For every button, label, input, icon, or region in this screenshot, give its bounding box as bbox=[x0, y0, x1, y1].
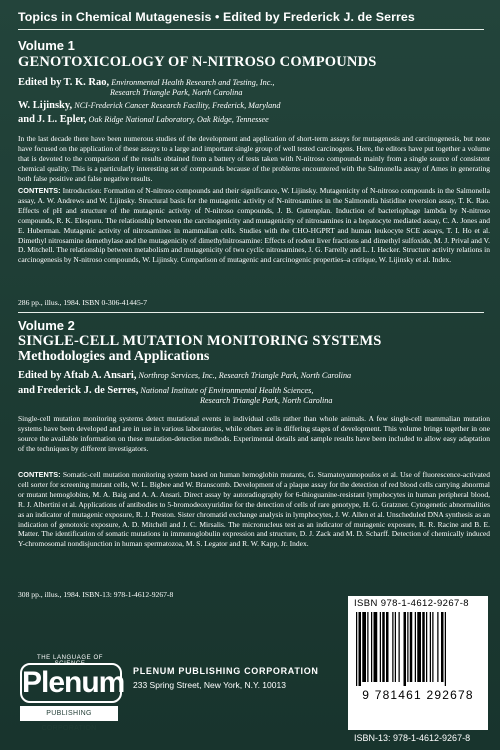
barcode-bar bbox=[395, 612, 396, 682]
editor-prefix: and bbox=[18, 114, 35, 125]
publisher-name: PLENUM PUBLISHING CORPORATION bbox=[133, 666, 319, 676]
editor-affiliation: NCI-Frederick Cancer Research Facility, Frederick, Maryland bbox=[74, 101, 281, 110]
volume1-editor2 bbox=[18, 101, 280, 111]
barcode-bar bbox=[445, 612, 446, 686]
barcode-bar bbox=[362, 612, 366, 682]
barcode-bar bbox=[404, 612, 407, 686]
volume1-editor3 bbox=[18, 115, 269, 125]
barcode-bar bbox=[410, 612, 413, 682]
barcode-bar bbox=[415, 612, 416, 682]
volume2-editor2-affil-line2 bbox=[200, 396, 332, 406]
volume1-description: In the last decade there have been numerous studies of the development and application of short-term assays for mutagenesis and carcinogenesis, but none have focused on the application of these assays to a large and important single group of well tested carcinogens. Here, the editors have put together a volume that is devoted to the comparison of the results obtained from a battery of tests taken with N-nitroso compounds mainly from a single source of consistent chemical quality. This is a particularly interesting set of compounds because of the problems encountered with the Salmonella assay of Ames in generating both false positive and false negative results. bbox=[18, 134, 490, 183]
barcode-bar bbox=[386, 612, 389, 682]
barcode-bar bbox=[417, 612, 421, 682]
barcode-number: 9 781461 292678 bbox=[362, 688, 474, 702]
barcode-bar bbox=[371, 612, 372, 682]
volume1-editor1 bbox=[18, 78, 274, 88]
editor-affiliation: Environmental Health Research and Testing, Inc., bbox=[111, 78, 275, 87]
series-header: Topics in Chemical Mutagenesis • Edited by Frederick J. de Serres bbox=[18, 10, 415, 24]
barcode-bars bbox=[354, 612, 482, 686]
barcode-bar bbox=[432, 612, 433, 682]
barcode-bar bbox=[359, 612, 362, 686]
volume2-contents bbox=[18, 470, 490, 549]
editor-name: J. L. Epler, bbox=[36, 114, 87, 125]
publisher-address: 233 Spring Street, New York, N.Y. 10013 bbox=[133, 680, 286, 690]
barcode-bar bbox=[356, 612, 357, 686]
editor-name: W. Lijinsky, bbox=[18, 100, 73, 111]
volume1-title: GENOTOXICOLOGY OF N-NITROSO COMPOUNDS bbox=[18, 54, 377, 70]
volume1-contents bbox=[18, 186, 490, 265]
barcode-isbn-label: ISBN 978-1-4612-9267-8 bbox=[354, 598, 469, 609]
editor-prefix: Edited by bbox=[18, 77, 62, 88]
barcode-bar bbox=[422, 612, 425, 682]
barcode-bar bbox=[380, 612, 381, 682]
editor-name: T. K. Rao, bbox=[63, 77, 110, 88]
barcode-bar bbox=[367, 612, 368, 682]
editor-affiliation: Research Triangle Park, North Carolina bbox=[110, 88, 243, 97]
barcode-bar bbox=[382, 612, 385, 682]
volume2-editor1 bbox=[18, 371, 351, 381]
barcode-panel bbox=[348, 596, 488, 730]
contents-label: CONTENTS: bbox=[18, 470, 61, 479]
plenum-logo bbox=[18, 655, 125, 732]
volume2-title: SINGLE-CELL MUTATION MONITORING SYSTEMS bbox=[18, 333, 382, 349]
barcode-bar bbox=[374, 612, 378, 682]
barcode-bar bbox=[407, 612, 408, 682]
editor-name: Aftab A. Ansari, bbox=[63, 370, 137, 381]
editor-prefix: Edited by bbox=[18, 370, 62, 381]
barcode-bar bbox=[430, 612, 431, 682]
contents-text: Introduction: Formation of N-nitroso compounds and their significance, W. Lijinsky. Mutagenicity of N-nitroso compounds in the Salmonella assay, A. W. Andrews and W. Lijinsky. Structural basis for the mutagenic activity of N-nitrosamines in the Salmonella histidine reversion assay, T. K. Rao. Effects of pH and structure of the mutagenic activity of N-nitroso compounds, J. B. Guttenplan. Induction of bacteriophage lambda by N-nitroso compounds, R. K. Elespuru. The relationship between the carcinogenicity and mutagenicity of nitrosamines in a hepatocyte mediated assay, C. A. Jones and E. Huberman. Mutagenic activity of nitrosamines in mammalian cells. Studies with the CHO-HGPRT and human leukocyte SCE assays, T. I. Ho et al. Dimethyl nitrosamine demethylase and the mutagenicity of dimethylnitrosamine: Effects of rodent liver fractions and dimethyl sulfoxide, M. J. Prival and V. D. Mitchell. The relationship between metabolism and mutagenicity of two cyclic nitrosamines, J. G. Farrelly and L. I. Hecker. Structure activity relations in carcinogenesis by N-nitroso compounds, W. Lijinsky. Comparison of mutagenic and carcinogenic properties–a critique, W. Lijinsky et al. Index. bbox=[18, 186, 490, 265]
volume2-description: Single-cell mutation monitoring systems detect mutational events in individual cells rather than whole animals. A few single-cell mammalian mutation systems have been developed and are in use in various laboratories, while others are in differing stages of development. This volume brings together in one source the available information on these mutation-detection methods. Experimental details and sample results have been included to allow easy adaptation of the techniques by different investigators. bbox=[18, 414, 490, 453]
barcode-bar bbox=[426, 612, 427, 682]
editor-affiliation: National Institute of Environmental Health Sciences, bbox=[140, 386, 314, 395]
volume2-pub-info: 308 pp., illus., 1984. ISBN-13: 978-1-4612-9267-8 bbox=[18, 590, 174, 599]
volume-divider bbox=[18, 312, 484, 313]
editor-name: Frederick J. de Serres, bbox=[36, 385, 139, 396]
barcode-bar bbox=[392, 612, 393, 682]
isbn13-label: ISBN-13: 978-1-4612-9267-8 bbox=[354, 733, 471, 743]
editor-affiliation: Oak Ridge National Laboratory, Oak Ridge, Tennessee bbox=[88, 115, 269, 124]
logo-wordmark: Plenum bbox=[20, 663, 122, 703]
header-divider bbox=[18, 29, 484, 30]
barcode-bar bbox=[399, 612, 400, 682]
volume2-subtitle: Methodologies and Applications bbox=[18, 349, 210, 364]
editor-affiliation: Research Triangle Park, North Carolina bbox=[200, 396, 333, 405]
volume1-pub-info: 286 pp., illus., 1984. ISBN 0-306-41445-7 bbox=[18, 298, 148, 307]
volume2-label: Volume 2 bbox=[18, 318, 75, 333]
volume1-editor1-affil-line2 bbox=[110, 88, 242, 98]
logo-tagline: THE LANGUAGE OF SCIENCE bbox=[36, 655, 103, 667]
editor-prefix: and bbox=[18, 385, 35, 396]
barcode-bar bbox=[437, 612, 438, 682]
contents-label: CONTENTS: bbox=[18, 186, 61, 195]
logo-subtitle: PUBLISHING CORPORATION bbox=[20, 706, 118, 721]
volume2-editor2 bbox=[18, 386, 313, 396]
volume1-label: Volume 1 bbox=[18, 38, 75, 53]
contents-text: Somatic-cell mutation monitoring system based on human hemoglobin mutants, G. Stamatoyannopoulos et al. Use of fluorescence-activated cell sorter for screening mutant cells, W. L. Bigbee and W. Branscomb. Development of a plaque assay for the detection of red blood cells carrying abnormal or mutant hemoglobins, M. A. Baig and A. A. Ansari. Direct assay by autoradiography for 6-thioguanine-resistant lymphocytes in human peripheral blood, R. J. Albertini et al. Applications of antibodies to 5-bromodeoxyuridine for the detection of cells of rare genotype, H. G. Gratzner. Cytogenetic abnormalities as an indicator of mutagenic exposure, R. J. Preston. Sister chromatid exchange analysis in lymphocytes, J. W. Allen et al. Unscheduled DNA synthesis as an indication of genotoxic exposure, A. D. Mitchell and J. C. Mirsalis. The micronucleus test as an indicator of mutagenic exposure, R. R. Racine and B. E. Matter. The identification of somatic mutations in immunoglobulin expression and structure, D. J. Zack and M. D. Scharff. Detection of chemically induced Y-chromosomal nondisjunction in human spermatozoa, M. S. Legator and R. W. Kapp, Jr. Index. bbox=[18, 470, 490, 549]
editor-affiliation: Northrop Services, Inc., Research Triangle Park, North Carolina bbox=[138, 371, 352, 380]
barcode-bar bbox=[441, 612, 444, 682]
